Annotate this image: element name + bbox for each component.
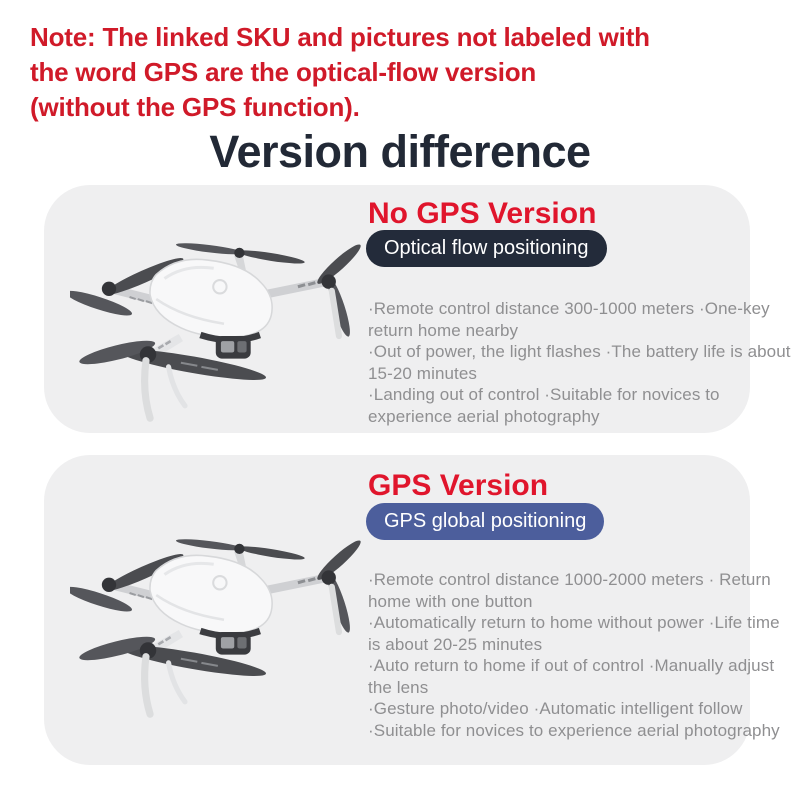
section-heading-gps: GPS Version [368, 469, 549, 502]
top-note [30, 20, 770, 125]
top-note-line-3: (without the GPS function). [30, 92, 360, 122]
drone-photo-gps [70, 533, 378, 741]
page-title: Version difference [209, 126, 591, 177]
badge-optical-flow-positioning: Optical flow positioning [366, 230, 607, 267]
section-no-gps-version [44, 185, 791, 433]
badge-gps-global-positioning: GPS global positioning [366, 503, 604, 540]
feature-item: ·Landing out of control ·Suitable for novices to experience aerial photography [368, 385, 720, 426]
feature-list-gps [368, 569, 792, 741]
feature-item: ·Gesture photo/video ·Automatic intelligent follow [368, 699, 743, 718]
drone-illustration [70, 237, 378, 433]
section-gps-version [44, 455, 780, 765]
feature-list-no-gps [368, 298, 792, 427]
top-note-line-1: Note: The linked SKU and pictures not labeled with [30, 22, 650, 52]
feature-item: ·Out of power, the light flashes ·The battery life is about 15-20 minutes [368, 342, 791, 383]
feature-item: ·Remote control distance 1000-2000 meters · Return home with one button [368, 570, 771, 611]
feature-item: ·Automatically return to home without power ·Life time is about 20-25 minutes [368, 613, 780, 654]
top-note-line-2: the word GPS are the optical-flow version [30, 57, 537, 87]
section-heading-no-gps: No GPS Version [368, 197, 597, 230]
drone-illustration [70, 533, 378, 729]
feature-item: ·Suitable for novices to experience aerial photography [368, 720, 780, 740]
drone-photo-no-gps [70, 237, 378, 445]
feature-item: ·Auto return to home if out of control ·Manually adjust the lens [368, 656, 775, 697]
feature-item: ·Remote control distance 300-1000 meters ·One-key return home nearby [368, 299, 770, 340]
